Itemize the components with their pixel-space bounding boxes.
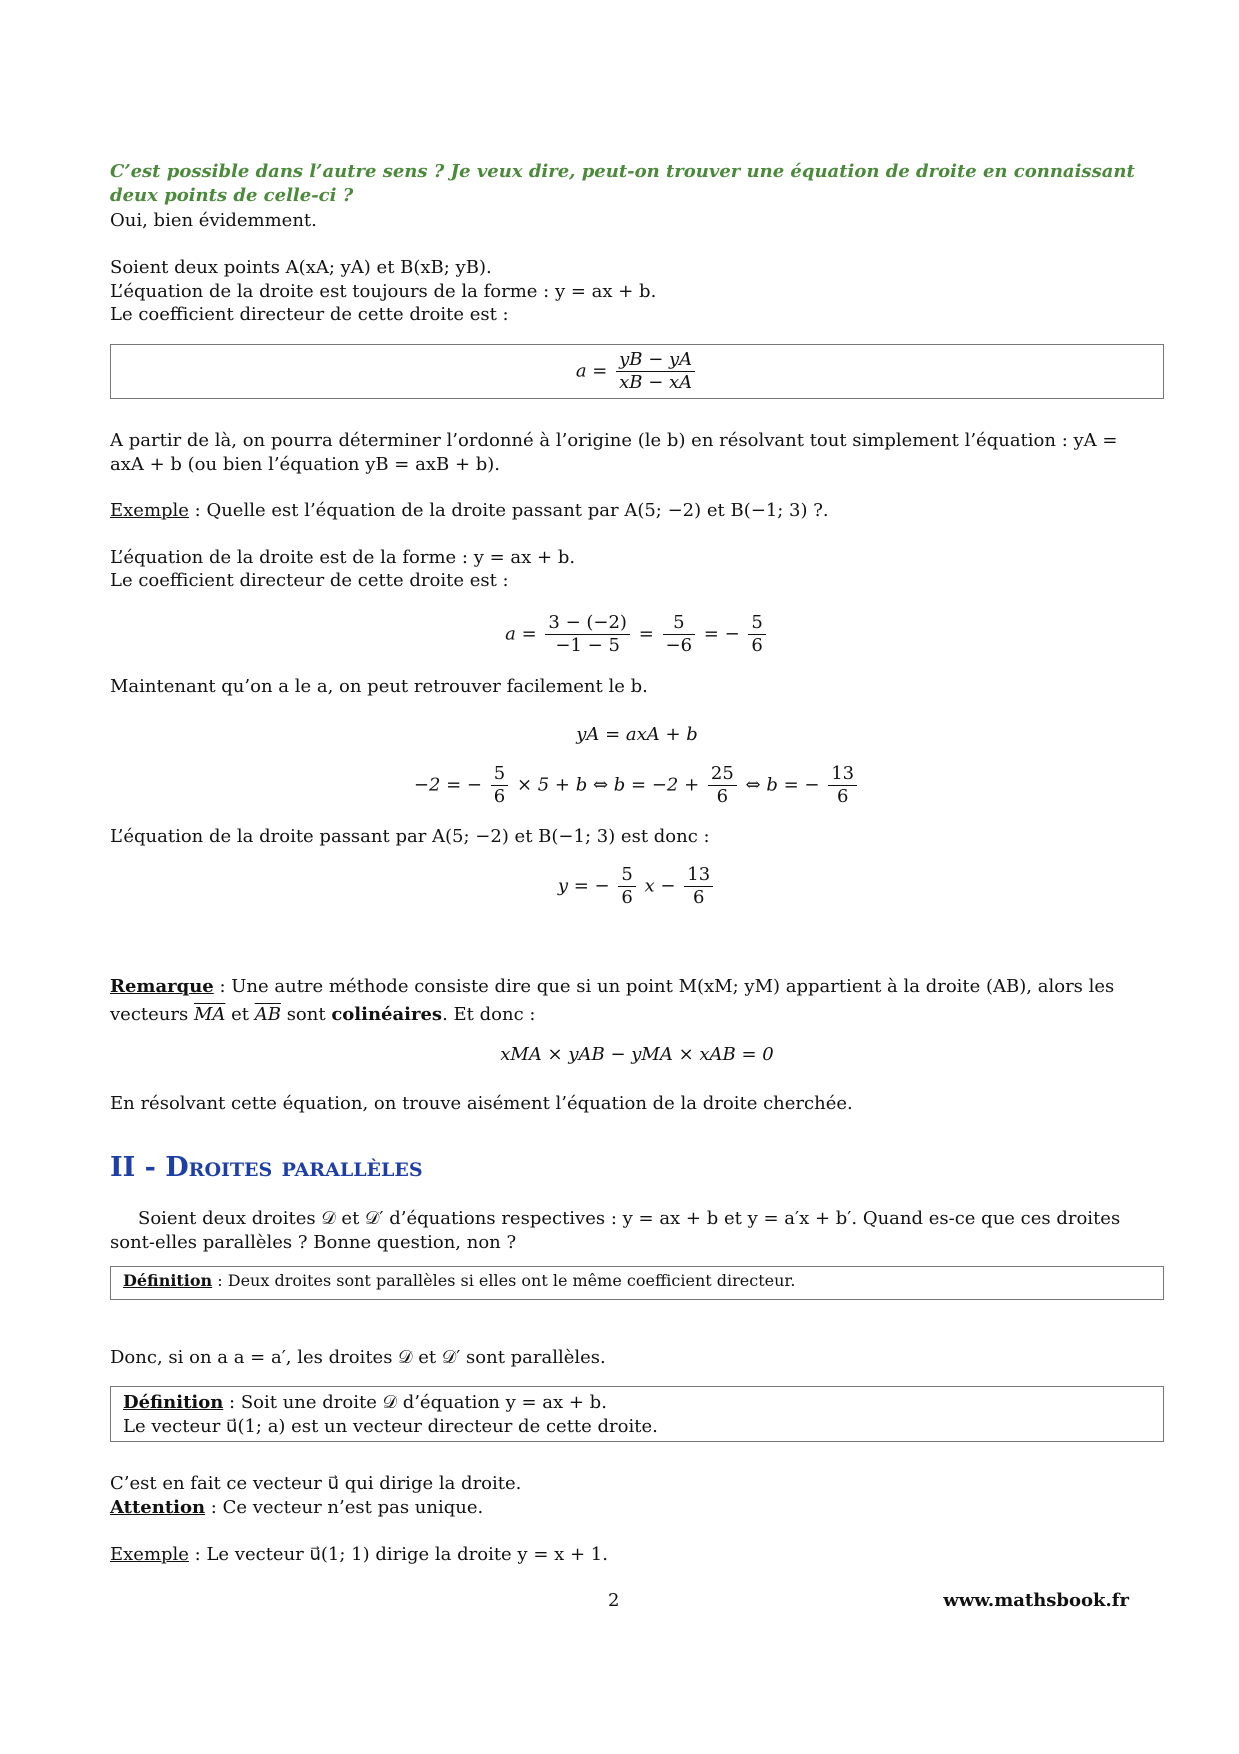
site-url: www.mathsbook.fr [943,1590,1129,1611]
example-1 [110,499,1150,523]
eq-solve-b [110,763,1164,808]
section-title: Droites parallèles [165,1152,423,1183]
setup-line-2: L’équation de la droite est toujours de la forme : y = ax + b. [110,281,657,302]
page-number: 2 [608,1590,620,1611]
definition-1-box [110,1266,1164,1300]
slope-formula-box [110,344,1164,399]
example-1-text: : Quelle est l’équation de la droite passant par A(5; −2) et B(−1; 3) ?. [188,500,829,521]
solve-frac-1 [491,763,508,808]
example-2-text: : Le vecteur u⃗(1; 1) dirige la droite y = x + 1. [188,1544,608,1565]
remark-colineaires: colinéaires [331,1004,443,1025]
calc-lhs: a = [505,623,537,645]
result-frac-2 [684,864,713,909]
solve-n1: 5 [491,763,508,786]
section-heading [110,1152,423,1183]
example-2 [110,1543,1150,1567]
section2-intro: Soient deux droites 𝒟 et 𝒟′ d’équations respectives : y = ax + b et y = a′x + b′. Quand es-ce que ces droites sont-elles parallèles ? Bonne question, non ? [110,1208,1121,1253]
calc-n3: 5 [748,612,765,635]
definition-1-label: Définition [123,1271,213,1290]
remark-et: et [225,1004,255,1025]
formula-numerator: yB − yA [619,349,693,370]
solve-p2: × 5 + b ⇔ b = −2 + [516,774,700,796]
donc-text: Donc, si on a a = a′, les droites 𝒟 et 𝒟′ sont parallèles. [110,1347,606,1368]
example-1-coef: Le coefficient directeur de cette droite est : [110,570,509,591]
result-p2: x − [644,875,676,897]
from-there-text: A partir de là, on pourra déterminer l’ordonné à l’origine (le b) en résolvant tout simplement l’équation : yA = axA + b (ou bien l’équation yB = axB + b). [110,430,1118,475]
calc-n1: 3 − (−2) [545,612,630,635]
result-d1: 6 [621,887,633,908]
calc-fraction-3 [748,612,765,657]
solve-d2: 6 [716,786,729,807]
result-p1: y = − [557,875,610,897]
vector-ma: $\overline{MA}$ [193,1004,226,1025]
formula-denominator: xB − xA [619,372,693,393]
result-n1: 5 [618,864,635,887]
definition-2-line-2: Le vecteur u⃗(1; a) est un vecteur directeur de cette droite. [123,1416,658,1437]
calc-n2: 5 [663,612,696,635]
solve-d1: 6 [493,786,506,807]
example-1-conclusion: L’équation de la droite passant par A(5; −2) et B(−1; 3) est donc : [110,826,710,847]
solve-p3: ⇔ b = − [745,774,820,796]
definition-1-text: : Deux droites sont parallèles si elles ont le même coefficient directeur. [212,1271,796,1290]
example-2-label: Exemple [110,1544,189,1565]
example-1-label: Exemple [110,500,189,521]
remark-after: En résolvant cette équation, on trouve aisément l’équation de la droite cherchée. [110,1093,853,1114]
definition-2-line-1: : Soit une droite 𝒟 d’équation y = ax + b. [223,1392,607,1413]
calc-d1: −1 − 5 [555,635,620,656]
slope-formula [111,349,1163,394]
remark-text-3: . Et donc : [442,1004,536,1025]
intro-answer: Oui, bien évidemment. [110,210,317,231]
solve-n2: 25 [708,763,737,786]
vector-ab: $\overline{AB}$ [254,1004,281,1025]
solve-frac-3 [828,763,857,808]
intro-question: C’est possible dans l’autre sens ? Je veux dire, peut-on trouver une équation de droite en connaissant deux points de celle-ci ? [110,161,1135,206]
solve-d3: 6 [836,786,849,807]
attention-label: Attention [110,1497,206,1518]
remark [110,973,1150,1029]
result-frac-1 [618,864,635,909]
formula-fraction [616,349,695,394]
remark-text-1: : Une autre méthode consiste dire que si un point M(xM; yM) appartient à la droite (AB), alors les vecteurs [110,976,1115,1025]
section-number: II - [110,1152,166,1183]
fact-text: C’est en fait ce vecteur u⃗ qui dirige la droite. [110,1473,522,1494]
setup-line-1: Soient deux points A(xA; yA) et B(xB; yB). [110,257,492,278]
setup-line-3: Le coefficient directeur de cette droite est : [110,304,509,325]
calc-d3: 6 [751,635,763,656]
remark-text-2: sont [280,1004,332,1025]
definition-2-box [110,1386,1164,1442]
definition-2-label: Définition [123,1392,224,1413]
result-equation [110,864,1164,909]
result-n2: 13 [684,864,713,887]
formula-lhs: a = [575,360,608,382]
calc-fraction-1 [545,612,630,657]
remark-label: Remarque [110,976,214,997]
calc-fraction-2 [663,612,696,657]
solve-frac-2 [708,763,737,808]
example-1-form: L’équation de la droite est de la forme : y = ax + b. [110,547,576,568]
solve-n3: 13 [828,763,857,786]
result-d2: 6 [692,887,705,908]
eq-ya: yA = axA + b [576,724,698,745]
attention [110,1496,1150,1520]
slope-calculation: a = $\frac{3 - (-2)}{-1 - 5}$ = $\frac{5}{-6}$ = − $\frac{5}{6}$ [110,612,1164,657]
attention-text: : Ce vecteur n’est pas unique. [205,1497,484,1518]
solve-p1: −2 = − [413,774,483,796]
calc-d2: −6 [665,635,693,656]
colinear-equation: xMA × yAB − yMA × xAB = 0 [500,1044,774,1065]
now-text: Maintenant qu’on a le a, on peut retrouver facilement le b. [110,676,648,697]
